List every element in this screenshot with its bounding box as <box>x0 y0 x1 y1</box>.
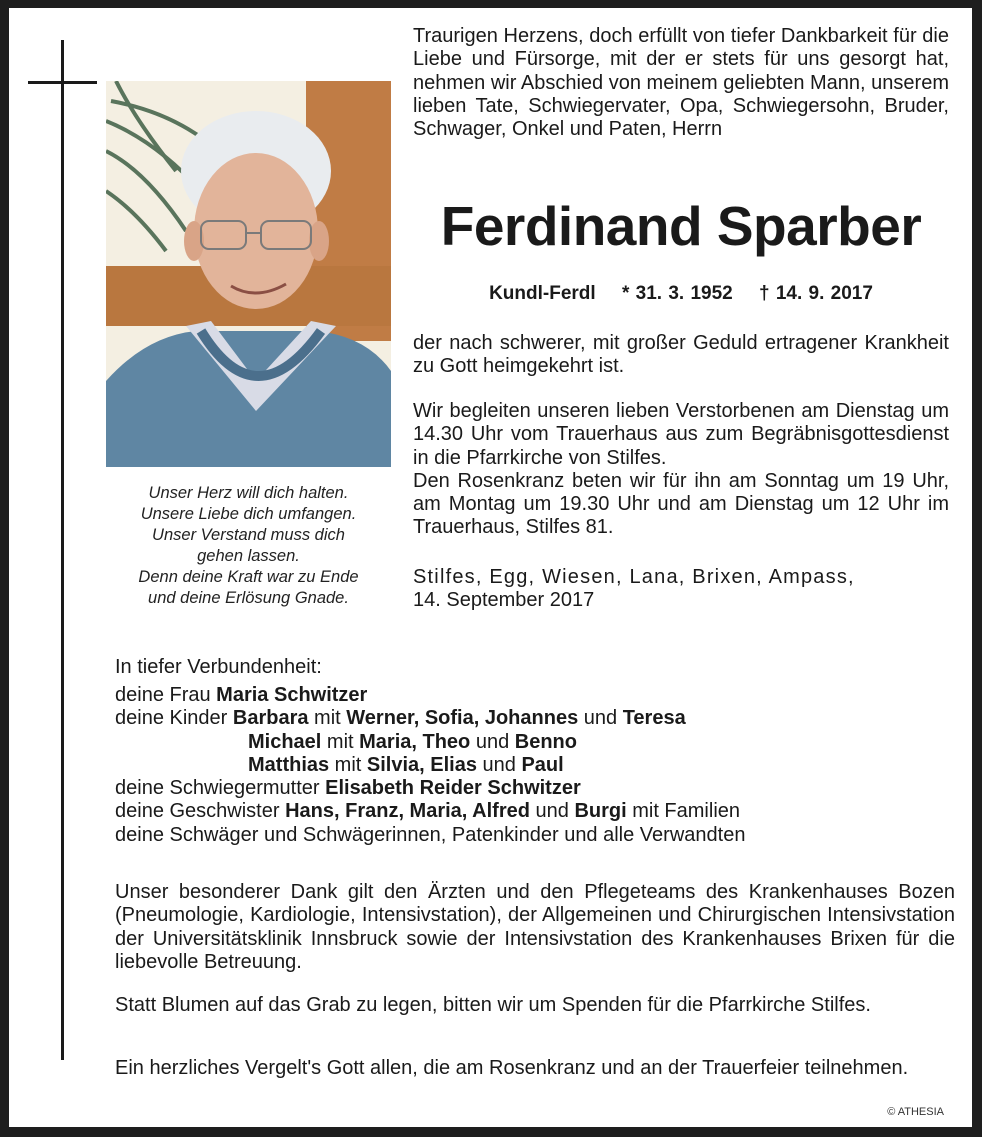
nickname: Kundl-Ferdl <box>489 283 596 304</box>
family-name: Michael <box>248 730 322 753</box>
family-row <box>115 731 955 754</box>
poem-line: und deine Erlösung Gnade. <box>148 589 349 607</box>
places: Stilfes, Egg, Wiesen, Lana, Brixen, Ampass, <box>413 566 855 588</box>
family-row <box>115 707 955 730</box>
portrait-photo <box>106 81 391 467</box>
poem-line: Denn deine Kraft war zu Ende <box>138 568 359 586</box>
donation-text: Statt Blumen auf das Grab zu legen, bitten wir um Spenden für die Pfarrkirche Stilfes. <box>115 994 871 1016</box>
illness-text: der nach schwerer, mit großer Geduld ertragener Krankheit zu Gott heimgekehrt ist. <box>413 332 949 378</box>
family-row <box>115 754 955 777</box>
funeral-info <box>413 400 949 540</box>
thanks-text: Unser besonderer Dank gilt den Ärzten und den Pflegeteams des Krankenhauses Bozen (Pneumologie, Kardiologie, Intensivstation), der Allgemeinen und Chirurgischen Intensivstation der Universitätsklinik Innsbruck sowie der Intensivstation des Krankenhauses Brixen für die liebevolle Betreuung. <box>115 881 955 973</box>
family-name: Werner, Sofia, Johannes <box>346 707 579 730</box>
family-name: Paul <box>521 753 564 776</box>
family-connector: und <box>476 753 522 776</box>
family-name: Burgi <box>574 800 627 823</box>
rosary-text: Den Rosenkranz beten wir für ihn am Sonntag um 19 Uhr, am Montag um 19.30 Uhr und am Dienstag um 12 Uhr im Trauerhaus, Stilfes 81. <box>413 469 949 539</box>
verbundenheit-label: In tiefer Verbundenheit: <box>115 656 322 678</box>
family-relation: deine Kinder <box>115 707 233 730</box>
deceased-name: Ferdinand Sparber <box>440 195 922 257</box>
family-name: Elisabeth Reider Schwitzer <box>325 777 581 800</box>
family-name: Silvia, Elias <box>366 753 477 776</box>
family-name: Matthias <box>248 753 330 776</box>
family-relation: deine Schwiegermutter <box>115 777 326 800</box>
family-connector: und <box>470 730 515 753</box>
family-name: Barbara <box>232 707 309 730</box>
family-name: Teresa <box>622 707 686 730</box>
life-dates <box>413 282 949 306</box>
family-connector: mit Familien <box>626 800 741 823</box>
family-row <box>115 777 955 800</box>
poem <box>106 483 391 609</box>
family-connector: und <box>578 707 623 730</box>
family-name: Hans, Franz, Maria, Alfred <box>285 800 530 823</box>
obituary-page <box>9 8 972 1127</box>
place-date <box>413 566 949 613</box>
cross-icon-horizontal <box>28 81 97 84</box>
family-list <box>115 684 955 847</box>
gratitude-text: Ein herzliches Vergelt's Gott allen, die am Rosenkranz und an der Trauerfeier teilnehmen. <box>115 1057 909 1079</box>
family-row <box>115 684 955 707</box>
cross-icon-vertical <box>61 40 64 1060</box>
family-relation: deine Geschwister <box>115 800 286 823</box>
portrait-illustration <box>106 81 391 467</box>
poem-line: Unser Herz will dich halten. <box>148 484 349 502</box>
family-connector: mit <box>321 730 360 753</box>
family-relation: deine Frau <box>115 684 217 706</box>
family-connector: und <box>529 800 575 823</box>
birth-date: * 31. 3. 1952 <box>621 283 733 304</box>
date-line: 14. September 2017 <box>413 589 595 612</box>
death-date: † 14. 9. 2017 <box>759 283 873 304</box>
family-connector: mit <box>308 707 347 730</box>
funeral-text: Wir begleiten unseren lieben Verstorbenen am Dienstag um 14.30 Uhr vom Trauerhaus aus zum Begräbnisgottesdienst in die Pfarrkirche von Stilfes. <box>413 400 949 469</box>
poem-line: Unsere Liebe dich umfangen. <box>140 505 357 523</box>
family-row <box>115 824 955 847</box>
poem-line: Unser Verstand muss dich <box>152 526 345 544</box>
family-name: Maria Schwitzer <box>216 684 368 706</box>
family-row <box>115 800 955 823</box>
family-name: Maria, Theo <box>359 730 471 753</box>
copyright: © ATHESIA <box>887 1106 944 1118</box>
family-relation: deine Schwäger und Schwägerinnen, Patenkinder und alle Verwandten <box>115 823 746 846</box>
family-name: Benno <box>514 730 577 753</box>
family-connector: mit <box>329 753 367 776</box>
intro-text: Traurigen Herzens, doch erfüllt von tiefer Dankbarkeit für die Liebe und Fürsorge, mit der er stets für uns gesorgt hat, nehmen wir Abschied von meinem geliebten Mann, unserem lieben Tate, Schwiegervater, Opa, Schwiegersohn, Bruder, Schwager, Onkel und Paten, Herrn <box>413 25 949 141</box>
poem-line: gehen lassen. <box>197 547 300 565</box>
